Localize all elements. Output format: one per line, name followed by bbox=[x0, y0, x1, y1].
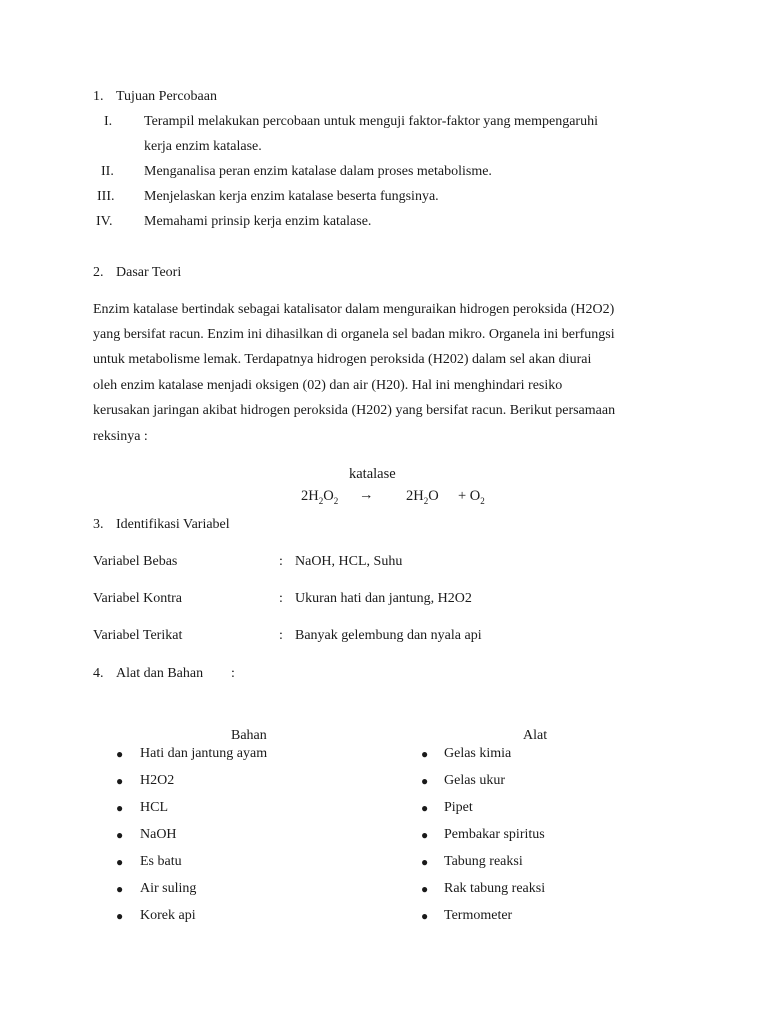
list-item: Termometer bbox=[444, 908, 513, 923]
list-item: Es batu bbox=[140, 854, 182, 869]
reaction-arrow-icon: → bbox=[359, 487, 374, 503]
bullet-icon: ● bbox=[421, 774, 429, 788]
list-item: Air suling bbox=[140, 881, 197, 896]
list-item: Gelas ukur bbox=[444, 773, 506, 788]
bullet-icon: ● bbox=[421, 801, 429, 815]
list-item: Tabung reaksi bbox=[444, 854, 523, 869]
catalyst-label: katalase bbox=[349, 466, 396, 482]
list-item: NaOH bbox=[140, 827, 177, 842]
variable-value: Ukuran hati dan jantung, H2O2 bbox=[295, 591, 472, 606]
bullet-icon: ● bbox=[116, 747, 124, 761]
section-3-title: Identifikasi Variabel bbox=[116, 517, 230, 532]
bullet-icon: ● bbox=[116, 801, 124, 815]
variable-label: Variabel Kontra bbox=[93, 591, 183, 606]
variable-label: Variabel Terikat bbox=[93, 628, 183, 643]
list-item: HCL bbox=[140, 800, 168, 815]
list-item: Rak tabung reaksi bbox=[444, 881, 546, 896]
objective-text: Menjelaskan kerja enzim katalase beserta fungsinya. bbox=[144, 189, 439, 204]
list-item: Korek api bbox=[140, 908, 196, 923]
paragraph-line: untuk metabolisme lemak. Terdapatnya hidrogen peroksida (H202) dalam sel akan diurai bbox=[93, 352, 592, 367]
variable-separator: : bbox=[279, 628, 283, 643]
paragraph-line: yang bersifat racun. Enzim ini dihasilkan di organela sel badan mikro. Organela ini berfungsi bbox=[93, 327, 615, 342]
objective-text: Terampil melakukan percobaan untuk menguji faktor-faktor yang mempengaruhi bbox=[144, 114, 598, 129]
objective-text: Menganalisa peran enzim katalase dalam proses metabolisme. bbox=[144, 164, 492, 179]
bahan-header: Bahan bbox=[231, 728, 267, 743]
section-3-number: 3. bbox=[93, 517, 104, 532]
variable-label: Variabel Bebas bbox=[93, 554, 178, 569]
section-4-colon: : bbox=[231, 666, 235, 681]
section-2-title: Dasar Teori bbox=[116, 265, 182, 280]
variable-separator: : bbox=[279, 591, 283, 606]
bullet-icon: ● bbox=[116, 909, 124, 923]
objective-numeral: III. bbox=[97, 189, 115, 204]
objective-numeral: I. bbox=[104, 114, 113, 129]
bullet-icon: ● bbox=[116, 855, 124, 869]
alat-header: Alat bbox=[523, 728, 548, 743]
paragraph-line: Enzim katalase bertindak sebagai katalisator dalam menguraikan hidrogen peroksida (H2O2) bbox=[93, 302, 615, 317]
section-4-title: Alat dan Bahan bbox=[116, 666, 204, 681]
objective-text: Memahami prinsip kerja enzim katalase. bbox=[144, 214, 372, 229]
paragraph-line: oleh enzim katalase menjadi oksigen (02) dan air (H20). Hal ini menghindari resiko bbox=[93, 378, 563, 393]
reactant-formula: $2H_2O_2$ bbox=[301, 488, 339, 506]
bullet-icon: ● bbox=[421, 747, 429, 761]
list-item: Gelas kimia bbox=[444, 746, 512, 761]
bullet-icon: ● bbox=[421, 909, 429, 923]
bullet-icon: ● bbox=[116, 774, 124, 788]
list-item: H2O2 bbox=[140, 773, 175, 788]
objective-numeral: II. bbox=[101, 164, 114, 179]
paragraph-line: kerusakan jaringan akibat hidrogen peroksida (H202) yang bersifat racun. Berikut persamaan bbox=[93, 403, 616, 418]
list-item: Pembakar spiritus bbox=[444, 827, 545, 842]
bullet-icon: ● bbox=[116, 828, 124, 842]
section-4-number: 4. bbox=[93, 666, 104, 681]
product-water: $2H_2O$ bbox=[406, 488, 439, 506]
list-item: Pipet bbox=[444, 800, 473, 815]
section-1-title: Tujuan Percobaan bbox=[116, 89, 217, 104]
bullet-icon: ● bbox=[421, 828, 429, 842]
variable-separator: : bbox=[279, 554, 283, 569]
variable-value: NaOH, HCL, Suhu bbox=[295, 554, 403, 569]
variable-value: Banyak gelembung dan nyala api bbox=[295, 628, 482, 643]
bullet-icon: ● bbox=[116, 882, 124, 896]
list-item: Hati dan jantung ayam bbox=[140, 746, 268, 761]
section-2-number: 2. bbox=[93, 265, 104, 280]
bullet-icon: ● bbox=[421, 855, 429, 869]
objective-text: kerja enzim katalase. bbox=[144, 139, 262, 154]
product-oxygen: + $O_2$ bbox=[458, 488, 485, 506]
objective-numeral: IV. bbox=[96, 214, 113, 229]
section-1-number: 1. bbox=[93, 89, 104, 104]
bullet-icon: ● bbox=[421, 882, 429, 896]
paragraph-line: reksinya : bbox=[93, 429, 148, 444]
